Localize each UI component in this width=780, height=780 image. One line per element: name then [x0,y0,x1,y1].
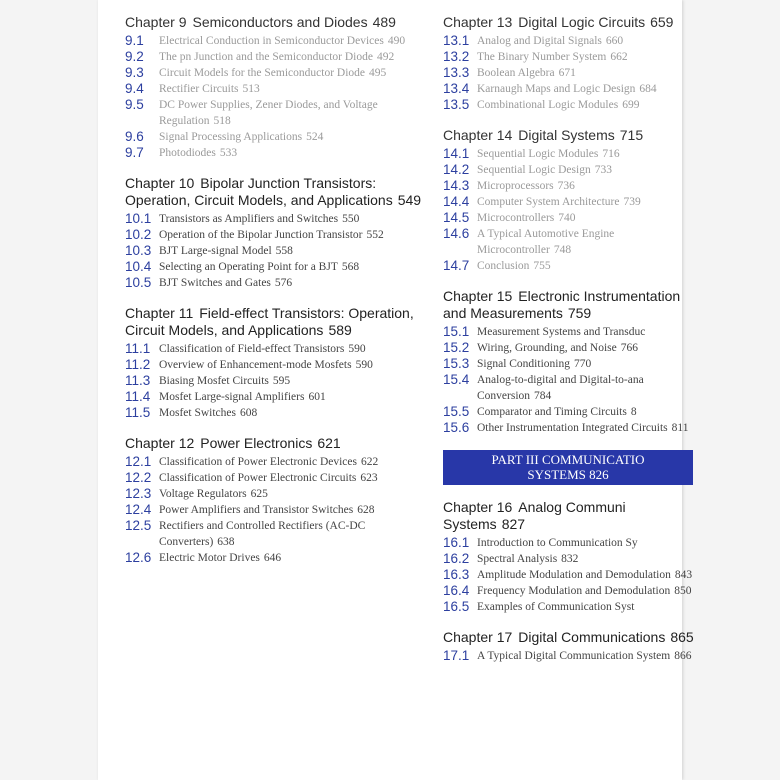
section-text [159,470,378,486]
section-title: Circuit Models for the Semiconductor Diode [159,67,366,79]
section-entry [125,275,425,291]
chapter-entry [125,175,425,291]
section-page: 850 [674,585,692,597]
section-title: BJT Switches and Gates [159,277,271,289]
section-title: Measurement Systems and Transduc [477,326,646,338]
section-title: Biasing Mosfet Circuits [159,375,269,387]
section-text [159,275,292,291]
section-entry [125,129,425,145]
section-title: Wiring, Grounding, and Noise [477,342,617,354]
section-number: 12.1 [125,454,152,469]
toc-right-lower [443,499,703,664]
section-page: 755 [533,260,551,272]
section-number: 12.6 [125,550,152,565]
section-entry [443,33,703,49]
section-page: 766 [620,342,639,354]
section-number: 15.2 [443,340,470,355]
section-number: 15.4 [443,372,470,387]
section-text [477,599,638,615]
section-entry [443,567,703,583]
section-text [159,227,384,243]
section-title: A Typical Automotive Engine Microcontroller [477,228,615,256]
section-text [477,648,691,664]
section-page: 625 [250,488,268,500]
section-text [159,259,359,275]
section-entry [125,470,425,486]
chapter-number: Chapter 14 [443,127,513,143]
section-number: 14.7 [443,258,470,273]
section-text [159,486,268,502]
section-page: 628 [357,504,375,516]
section-text [477,404,637,420]
section-text [477,178,575,194]
section-text [159,145,237,161]
section-text [477,535,642,551]
section-title: Sequential Logic Design [477,164,591,176]
section-title: Classification of Power Electronic Circuits [159,472,357,484]
section-number: 15.1 [443,324,470,339]
section-number: 12.4 [125,502,152,517]
section-number: 16.1 [443,535,470,550]
section-number: 14.1 [443,146,470,161]
section-text [477,49,628,65]
section-text [477,356,591,372]
section-entry [125,49,425,65]
chapter-page: 715 [619,127,644,143]
chapter-page: 759 [567,305,592,321]
section-entry [125,211,425,227]
section-page: 590 [348,343,366,355]
section-entry [125,243,425,259]
section-entry [125,454,425,470]
chapter-heading [443,14,703,31]
section-text [159,33,405,49]
section-number: 12.2 [125,470,152,485]
section-entry [125,502,425,518]
section-entry [443,97,703,113]
chapter-heading [443,499,703,533]
section-page: 595 [272,375,291,387]
section-title: Analog-to-digital and Digital-to-ana Conversion [477,374,644,402]
section-entry [125,81,425,97]
section-number: 11.3 [125,373,151,388]
section-entry [443,535,703,551]
section-page: 513 [242,83,260,95]
section-title: Examples of Communication Syst [477,601,635,613]
section-entry [443,194,703,210]
section-number: 11.2 [125,357,151,372]
chapter-heading [443,288,703,322]
chapter-heading [125,305,425,339]
section-number: 13.3 [443,65,470,80]
chapter-entry [125,305,425,421]
chapter-number: Chapter 9 [125,14,187,30]
section-title: Electric Motor Drives [159,552,260,564]
section-title: DC Power Supplies, Zener Diodes, and Voltage Regulation [159,99,378,127]
section-number: 15.3 [443,356,470,371]
section-title: Microprocessors [477,180,554,192]
chapter-title: Digital Logic Circuits [518,14,646,30]
section-number: 16.5 [443,599,470,614]
chapter-title: Digital Systems [518,127,615,143]
chapter-heading [125,435,425,452]
section-title: Spectral Analysis [477,553,558,565]
section-entry [125,65,425,81]
section-entry [125,97,425,129]
section-page: 770 [573,358,592,370]
section-number: 11.5 [125,405,151,420]
section-title: Rectifier Circuits [159,83,239,95]
section-text [159,97,425,129]
section-number: 10.2 [125,227,152,242]
section-page: 524 [306,131,324,143]
chapter-page: 865 [670,629,694,645]
section-number: 10.4 [125,259,152,274]
section-page: 568 [341,261,360,273]
section-page: 684 [639,83,657,95]
section-page: 699 [622,99,640,111]
chapter-number: Chapter 11 [125,305,194,321]
section-number: 16.3 [443,567,470,582]
section-page: 662 [610,51,628,63]
section-page: 608 [239,407,258,419]
book-page [98,0,694,780]
section-title: Rectifiers and Controlled Rectifiers (AC-DC Converters) [159,520,366,548]
section-title: Signal Conditioning [477,358,570,370]
section-entry [443,49,703,65]
section-entry [443,583,703,599]
chapter-title: Analog Communi Systems [443,499,626,532]
section-title: The pn Junction and the Semiconductor Diode [159,51,373,63]
section-text [159,211,359,227]
section-entry [125,373,425,389]
section-text [477,210,576,226]
section-text [159,357,373,373]
section-entry [443,551,703,567]
section-title: Operation of the Bipolar Junction Transistor [159,229,363,241]
section-text [159,49,394,65]
section-page: 601 [308,391,326,403]
section-number: 10.3 [125,243,152,258]
section-page: 550 [342,213,360,225]
section-page: 492 [376,51,395,63]
section-page: 495 [369,67,387,79]
section-title: Microcontrollers [477,212,555,224]
section-text [477,567,692,583]
section-entry [125,341,425,357]
chapter-page: 827 [501,516,526,532]
section-page: 518 [213,115,231,127]
section-page: 784 [534,390,552,402]
section-text [159,389,326,405]
section-text [477,324,649,340]
section-page: 8 [630,406,637,418]
section-number: 11.4 [125,389,151,404]
section-number: 9.2 [125,49,144,64]
section-number: 13.5 [443,97,470,112]
chapter-page: 621 [317,435,341,451]
toc-left-column [125,0,425,566]
section-title: Frequency Modulation and Demodulation [477,585,671,597]
section-entry [125,259,425,275]
section-number: 10.5 [125,275,152,290]
chapter-title: Electronic Instrumentation and Measurements [443,288,681,321]
section-title: Power Amplifiers and Transistor Switches [159,504,354,516]
section-number: 12.5 [125,518,152,533]
chapter-title: Power Electronics [200,435,313,451]
section-number: 11.1 [125,341,151,356]
section-number: 13.1 [443,33,470,48]
section-page: 490 [387,35,406,47]
chapter-entry [443,629,703,664]
section-page: 533 [219,147,238,159]
section-title: Voltage Regulators [159,488,247,500]
part-banner-line2: SYSTEMS 826 [527,467,609,482]
section-page: 590 [355,359,373,371]
chapter-number: Chapter 10 [125,175,195,191]
section-entry [125,486,425,502]
section-page: 622 [361,456,379,468]
section-entry [443,65,703,81]
toc-right-upper [443,14,703,436]
section-title: Amplitude Modulation and Demodulation [477,569,671,581]
section-title: Mosfet Large-signal Amplifiers [159,391,305,403]
section-text [159,373,290,389]
section-page: 660 [605,35,624,47]
section-text [159,518,425,550]
chapter-entry [125,14,425,161]
chapter-heading [125,14,425,31]
section-text [477,551,578,567]
section-entry [443,599,703,615]
section-entry [443,324,703,340]
section-title: Classification of Power Electronic Devices [159,456,357,468]
section-title: Comparator and Timing Circuits [477,406,627,418]
section-number: 14.2 [443,162,470,177]
section-title: Analog and Digital Signals [477,35,602,47]
section-text [159,65,386,81]
section-text [477,420,688,436]
section-title: Overview of Enhancement-mode Mosfets [159,359,352,371]
section-number: 9.3 [125,65,144,80]
section-entry [125,227,425,243]
section-number: 10.1 [125,211,152,226]
section-title: Combinational Logic Modules [477,99,619,111]
section-title: Conclusion [477,260,530,272]
section-page: 843 [674,569,693,581]
section-number: 15.6 [443,420,470,435]
section-text [477,162,612,178]
section-number: 14.5 [443,210,470,225]
section-entry [443,420,703,436]
section-number: 9.6 [125,129,144,144]
section-page: 811 [671,422,689,434]
chapter-title: Field-effect Transistors: Operation, Circuit Models, and Applications [125,305,414,338]
chapter-entry [443,127,703,274]
section-number: 13.4 [443,81,470,96]
section-text [159,454,378,470]
section-text [477,258,551,274]
section-entry [443,340,703,356]
section-text [477,226,703,258]
section-number: 16.2 [443,551,470,566]
section-entry [125,357,425,373]
section-number: 13.2 [443,49,470,64]
section-text [159,129,323,145]
chapter-title: Semiconductors and Diodes [192,14,368,30]
section-text [159,550,281,566]
section-number: 16.4 [443,583,470,598]
section-number: 14.6 [443,226,470,241]
chapter-number: Chapter 15 [443,288,513,304]
section-page: 716 [602,148,620,160]
section-text [477,81,657,97]
section-entry [443,146,703,162]
chapter-number: Chapter 12 [125,435,195,451]
section-text [159,405,257,421]
section-title: Boolean Algebra [477,67,555,79]
section-page: 748 [553,244,572,256]
section-text [477,65,576,81]
chapter-heading [443,629,703,646]
section-number: 9.7 [125,145,144,160]
section-number: 9.1 [125,33,144,48]
section-title: Introduction to Communication Sy [477,537,638,549]
section-entry [443,210,703,226]
section-entry [125,389,425,405]
section-entry [443,178,703,194]
section-title: Sequential Logic Modules [477,148,599,160]
section-title: Signal Processing Applications [159,131,303,143]
section-text [477,146,620,162]
section-entry [443,372,703,404]
section-page: 646 [263,552,282,564]
section-title: Classification of Field-effect Transistors [159,343,345,355]
chapter-number: Chapter 16 [443,499,513,515]
chapter-number: Chapter 13 [443,14,513,30]
chapter-title: Bipolar Junction Transistors: Operation, Circuit Models, and Applications [125,175,393,208]
section-entry [125,145,425,161]
section-page: 832 [561,553,579,565]
section-number: 14.4 [443,194,470,209]
section-text [477,194,641,210]
toc-right-column [443,0,703,664]
section-title: Other Instrumentation Integrated Circuits [477,422,668,434]
section-text [159,341,366,357]
chapter-entry [443,499,703,615]
section-page: 558 [275,245,293,257]
section-text [159,81,260,97]
chapter-number: Chapter 17 [443,629,513,645]
chapter-heading [125,175,425,209]
section-title: Computer System Architecture [477,196,620,208]
section-title: Photodiodes [159,147,216,159]
section-text [477,583,691,599]
chapter-page: 489 [372,14,396,30]
section-title: Mosfet Switches [159,407,236,419]
chapter-heading [443,127,703,144]
section-entry [125,518,425,550]
section-number: 17.1 [443,648,470,663]
section-page: 866 [674,650,692,662]
section-entry [443,81,703,97]
chapter-title: Digital Communications [518,629,666,645]
section-page: 671 [558,67,576,79]
section-entry [125,405,425,421]
section-text [477,340,638,356]
section-entry [443,258,703,274]
section-entry [125,550,425,566]
section-title: BJT Large-signal Model [159,245,272,257]
part-banner-line1: PART III COMMUNICATIO [491,452,645,467]
chapter-entry [443,14,703,113]
section-entry [443,226,703,258]
chapter-entry [443,288,703,436]
section-title: The Binary Number System [477,51,607,63]
section-page: 740 [558,212,576,224]
section-page: 576 [274,277,293,289]
chapter-entry [125,435,425,566]
chapter-page: 589 [328,322,352,338]
section-page: 739 [623,196,641,208]
section-page: 733 [594,164,612,176]
part-banner [443,450,693,485]
chapter-page: 659 [650,14,674,30]
section-entry [443,356,703,372]
section-number: 14.3 [443,178,470,193]
section-number: 9.5 [125,97,144,112]
section-number: 12.3 [125,486,152,501]
section-page: 736 [557,180,575,192]
section-title: Karnaugh Maps and Logic Design [477,83,636,95]
section-text [159,243,293,259]
section-page: 623 [360,472,378,484]
section-number: 9.4 [125,81,144,96]
section-title: Electrical Conduction in Semiconductor Devices [159,35,384,47]
section-page: 638 [217,536,235,548]
section-text [159,502,374,518]
section-entry [125,33,425,49]
section-title: Transistors as Amplifiers and Switches [159,213,339,225]
section-entry [443,648,703,664]
section-page: 552 [366,229,384,241]
section-title: A Typical Digital Communication System [477,650,671,662]
section-text [477,33,623,49]
section-entry [443,404,703,420]
section-entry [443,162,703,178]
chapter-page: 549 [397,192,422,208]
section-text [477,97,639,113]
section-number: 15.5 [443,404,470,419]
section-text [477,372,703,404]
section-title: Selecting an Operating Point for a BJT [159,261,338,273]
